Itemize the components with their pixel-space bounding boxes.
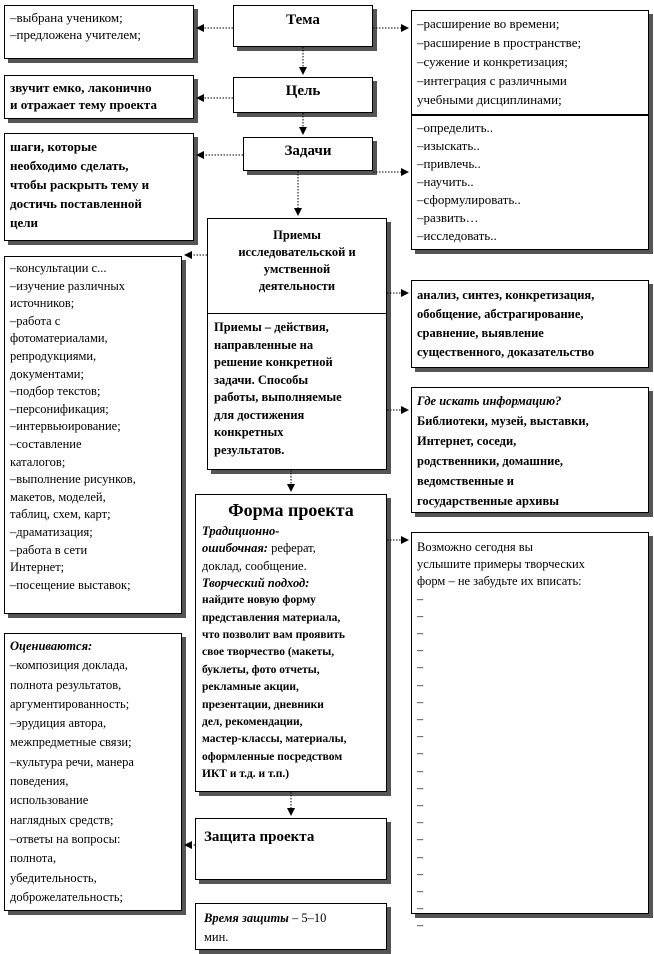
priemy-left-line: –посещение выставок; [10, 577, 131, 592]
tema-right-line: учебными дисциплинами; [417, 92, 562, 107]
forma-dash-item: – [417, 677, 424, 692]
forma-creative-line: представления материала, [202, 611, 341, 624]
zadachi-left-line: достичь поставленной [10, 196, 142, 211]
evaluation-line: доброжелательность; [10, 889, 124, 904]
tema-right-line: –интеграция с различными [417, 73, 567, 88]
forma-title: Форма проекта [228, 500, 354, 520]
priemy-left-line: –выполнение рисунков, [10, 472, 136, 487]
forma-creative-line: буклеты, фото отчеты, [202, 663, 320, 676]
forma-creative-line: оформленные посредством [202, 750, 343, 763]
forma-dash-item: – [417, 918, 424, 933]
info-line: государственные архивы [417, 494, 559, 508]
forma-dash-item: – [417, 608, 424, 623]
forma-creative-line: найдите новую форму [202, 594, 316, 607]
zadachi-left-box [4, 133, 194, 241]
priemy-desc-line: конкретных [214, 425, 284, 439]
forma-trad-text2: доклад, сообщение. [202, 558, 307, 573]
evaluation-box [4, 633, 182, 911]
priemy-desc [214, 319, 342, 459]
zadachi-left-line: необходимо сделать, [10, 158, 129, 173]
priemy-left-line: –работа в сети [10, 542, 88, 557]
priemy-left-line: источников; [10, 296, 75, 311]
forma-creative [202, 592, 380, 783]
evaluation-line: межпредметные связи; [10, 735, 132, 750]
priemy-left-line: Интернет; [10, 560, 65, 575]
zadachi-right-line: –научить.. [417, 174, 474, 189]
forma-creative-line: ИКТ и т.д. и т.п.) [202, 768, 290, 781]
zadachi-left-line: чтобы раскрыть тему и [10, 177, 150, 192]
priemy-title-line: исследовательской и [238, 245, 356, 259]
forma-right-line: Возможно сегодня вы [417, 540, 534, 554]
forma-traditional [202, 523, 380, 592]
forma-dash-item: – [417, 660, 424, 675]
priemy-right-box [411, 280, 649, 368]
forma-right-box [411, 532, 649, 933]
priemy-title-line: Приемы [273, 228, 321, 242]
priemy-left-line: –составление [10, 436, 82, 451]
info-heading: Где искать информацию? [417, 394, 562, 408]
forma-right-line: услышите примеры творческих [417, 557, 585, 572]
tema-left-line: –выбрана учеником; [10, 10, 123, 25]
forma-dash-item: – [417, 849, 424, 864]
priemy-left-line: –драматизация; [10, 524, 93, 539]
tema-title: Тема [286, 12, 320, 28]
priemy-left-line: фотоматериалами, [10, 331, 108, 346]
priemy-right-line: анализ, синтез, конкретизация, [417, 288, 595, 302]
forma-dash-item: – [417, 712, 424, 727]
info-line: ведомственные и [417, 474, 515, 488]
priemy-left-line: –подбор текстов; [10, 384, 101, 399]
forma-dash-item: – [417, 763, 424, 778]
priemy-desc-line: задачи. Способы [214, 372, 309, 387]
priemy-title-line: умственной [263, 262, 331, 276]
priemy-left-line: –изучение различных [10, 278, 126, 293]
tema-right-line: –сужение и конкретизация; [417, 54, 568, 69]
forma-creative-line: рекламные акции, [202, 681, 299, 694]
priemy-divider [208, 313, 386, 314]
priemy-desc-line: направленные на [214, 337, 314, 352]
priemy-left-line: –консультации с... [10, 261, 107, 275]
info-box [411, 387, 649, 513]
zashita-title: Защита проекта [204, 829, 315, 845]
tema-right-line: –расширение во времени; [417, 16, 560, 31]
forma-dash-item: – [417, 798, 424, 813]
priemy-right-line: сравнение, выявление [417, 326, 544, 340]
tema-left-box [4, 5, 194, 59]
forma-right-line: форм – не забудьте их вписать: [417, 574, 582, 589]
tsel-box [233, 77, 373, 113]
forma-trad-text: реферат, [267, 541, 316, 556]
forma-creative-label: Творческий подход: [202, 575, 310, 590]
forma-creative-line: мастер-классы, материалы, [202, 733, 347, 746]
time-text2: мин. [204, 930, 229, 944]
priemy-right-line: существенного, доказательство [417, 345, 595, 359]
zadachi-right-line: –исследовать.. [417, 228, 497, 243]
zadachi-left-line: цели [10, 215, 39, 230]
forma-dash-item: – [417, 694, 424, 709]
info-line: родственники, домашние, [417, 454, 564, 468]
forma-dash-item: – [417, 591, 424, 606]
evaluation-line: –культура речи, манера [10, 754, 134, 769]
zadachi-right-line: –сформулировать.. [417, 192, 521, 207]
forma-trad-label: Традиционно- [202, 524, 280, 538]
forma-dash-item: – [417, 729, 424, 744]
priemy-desc-line: результатов. [214, 442, 285, 457]
priemy-left-box [4, 256, 182, 614]
tema-left-line: –предложена учителем; [10, 27, 141, 42]
priemy-left-line: таблиц, схем, карт; [10, 507, 111, 522]
priemy-left-line: документами; [10, 366, 84, 381]
forma-dash-item: – [417, 884, 424, 899]
priemy-desc-line: Приемы – действия, [214, 320, 329, 334]
forma-box [195, 494, 387, 792]
info-line: Библиотеки, музей, выставки, [417, 414, 589, 428]
zadachi-right-line: –привлечь.. [417, 156, 481, 171]
priemy-desc-line: решение конкретной [214, 355, 333, 369]
forma-trad-label2: ошибочная: [202, 541, 268, 556]
tema-right-line: –расширение в пространстве; [417, 35, 582, 50]
evaluation-line: использование [10, 793, 89, 808]
zadachi-right-line: –определить.. [417, 120, 493, 135]
forma-dash-item: – [417, 626, 424, 641]
priemy-left-line: репродукциями, [10, 348, 97, 363]
zadachi-right-line: –развить… [417, 210, 479, 225]
tsel-left-line: звучит емко, лаконично [10, 80, 152, 95]
priemy-title-line: деятельности [258, 279, 336, 293]
evaluation-heading: Оцениваются: [10, 639, 93, 653]
priemy-left-line: –работа с [10, 313, 61, 328]
forma-creative-line: дел, рекомендации, [202, 716, 303, 729]
priemy-left-line: –персонификация; [10, 401, 109, 416]
time-label: Время защиты [204, 911, 289, 925]
tsel-left-box [4, 75, 194, 119]
time-text: – 5–10 [288, 911, 327, 925]
evaluation-line: –эрудиция автора, [10, 716, 107, 731]
forma-dash-list [417, 591, 643, 935]
forma-dash-item: – [417, 643, 424, 658]
priemy-left-line: каталогов; [10, 454, 66, 469]
evaluation-line: аргументированность; [10, 696, 130, 711]
evaluation-line: полнота результатов, [10, 677, 122, 692]
tsel-left-line: и отражает тему проекта [10, 97, 157, 112]
priemy-desc-line: для достижения [214, 407, 305, 422]
forma-creative-line: презентации, дневники [202, 698, 324, 711]
forma-dash-item: – [417, 746, 424, 761]
zadachi-right-box [411, 115, 649, 250]
zadachi-left-line: шаги, которые [10, 139, 97, 154]
forma-creative-line: что позволит вам проявить [202, 629, 345, 641]
zadachi-right-line: –изыскать.. [417, 138, 480, 153]
priemy-title [208, 219, 386, 307]
evaluation-line: –ответы на вопросы: [10, 831, 121, 846]
forma-dash-item: – [417, 780, 424, 795]
forma-dash-item: – [417, 866, 424, 881]
evaluation-line: –композиция доклада, [10, 658, 128, 673]
info-line: Интернет, соседи, [417, 434, 517, 448]
zashita-box [195, 818, 387, 880]
priemy-left-line: макетов, моделей, [10, 489, 106, 504]
forma-dash-item: – [417, 815, 424, 830]
zadachi-title: Задачи [284, 143, 332, 159]
evaluation-line: убедительность, [10, 870, 97, 885]
priemy-right-line: обобщение, абстрагирование, [417, 307, 584, 321]
forma-creative-line: свое творчество (макеты, [202, 646, 335, 659]
tsel-title: Цель [285, 83, 321, 99]
time-box [195, 903, 387, 950]
forma-dash-item: – [417, 901, 424, 916]
evaluation-line: полнота, [10, 851, 57, 866]
evaluation-line: наглядных средств; [10, 812, 114, 827]
tema-right-box [411, 10, 649, 115]
priemy-left-line: –интервьюирование; [10, 419, 121, 434]
evaluation-line: поведения, [10, 774, 69, 789]
forma-dash-item: – [417, 832, 424, 847]
priemy-box [207, 218, 387, 470]
priemy-desc-line: работы, выполняемые [214, 390, 342, 404]
zadachi-box [243, 137, 373, 171]
tema-box [233, 5, 373, 47]
